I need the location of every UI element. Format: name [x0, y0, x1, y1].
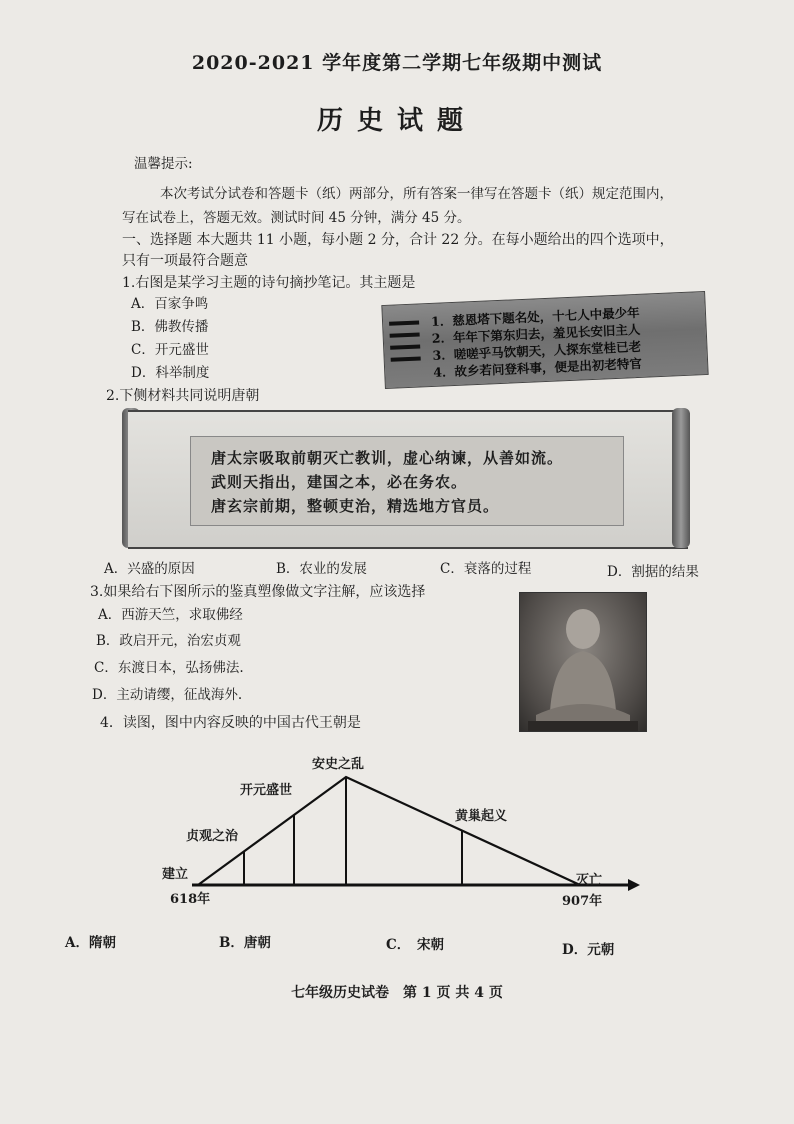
- q3-option-d[interactable]: D．主动请缨，征战海外.: [92, 687, 243, 703]
- event-kaiyuan: 开元盛世: [240, 783, 293, 798]
- q3-option-c[interactable]: C．东渡日本，弘扬佛法.: [94, 660, 244, 676]
- page-footer: 七年级历史试卷 第 1 页 共 4 页: [291, 985, 503, 1001]
- subject-title: 历史试题: [316, 106, 477, 136]
- poem-note-image: [381, 291, 708, 389]
- q1-option-c[interactable]: C．开元盛世: [131, 342, 209, 358]
- event-anshi: 安史之乱: [312, 757, 365, 772]
- q2-option-d[interactable]: D．割据的结果: [607, 564, 699, 580]
- q4-option-d[interactable]: D．元朝: [562, 942, 615, 958]
- q2-option-a[interactable]: A．兴盛的原因: [104, 561, 195, 577]
- timeline-end-year: 907年: [562, 894, 603, 909]
- timeline-start-label: 建立: [162, 867, 189, 882]
- tang-timeline-diagram: [150, 745, 650, 925]
- q1-option-d[interactable]: D．科举制度: [131, 365, 210, 381]
- note-line-1: 1．慈恩塔下题名处，十七人中最少年: [430, 304, 640, 329]
- q4-stem: 4．读图，图中内容反映的中国古代王朝是: [100, 715, 361, 731]
- q4-option-c[interactable]: C． 宋朝: [386, 937, 444, 953]
- q4-option-b[interactable]: B．唐朝: [219, 935, 271, 951]
- tips-heading: 温馨提示:: [134, 156, 193, 172]
- q1-stem: 1.右图是某学习主题的诗句摘抄笔记。其主题是: [122, 275, 416, 291]
- q2-option-b[interactable]: B．农业的发展: [276, 561, 367, 577]
- seated-monk-figure: [520, 593, 646, 731]
- section1-instruction-2: 只有一项最符合题意: [122, 253, 248, 269]
- q4-option-a[interactable]: A．隋朝: [65, 935, 116, 951]
- timeline-start-year: 618年: [170, 892, 211, 907]
- event-huangchao: 黄巢起义: [455, 809, 508, 824]
- scroll-line-3: 唐玄宗前期，整顿吏治，精选地方官员。: [211, 497, 500, 515]
- q1-option-b[interactable]: B．佛教传播: [131, 319, 209, 335]
- q1-option-a[interactable]: A．百家争鸣: [131, 296, 209, 312]
- timeline-arrow: [628, 879, 640, 891]
- note-line-2: 2．年年下第东归去，羞见长安旧主人: [431, 321, 641, 346]
- q2-stem: 2.下侧材料共同说明唐朝: [106, 388, 260, 404]
- jianzhen-statue-image: [519, 592, 647, 732]
- scroll-rod-right: [672, 408, 690, 548]
- q3-stem: 3.如果给右下图所示的鉴真塑像做文字注解，应该选择: [90, 584, 426, 600]
- section1-instruction: 一、选择题 本大题共 11 小题，每小题 2 分，合计 22 分。在每小题给出的四个选项中，: [122, 232, 674, 248]
- note-line-4: 4．故乡若问登科事，便是出初老特官: [432, 355, 643, 380]
- scroll-text-panel: [190, 436, 624, 526]
- scroll-line-1: 唐太宗吸取前朝灭亡教训，虚心纳谏，从善如流。: [211, 449, 564, 467]
- binder-rings: [389, 314, 422, 377]
- tips-line1: 本次考试分试卷和答题卡（纸）两部分，所有答案一律写在答题卡（纸）规定范围内，: [160, 186, 673, 202]
- q3-option-a[interactable]: A．西游天竺，求取佛经: [98, 607, 243, 623]
- scroll-line-2: 武则天指出，建国之本，必在务农。: [211, 473, 468, 491]
- event-zhenguan: 贞观之治: [186, 829, 239, 844]
- tips-line2: 写在试卷上，答题无效。测试时间 45 分钟，满分 45 分。: [122, 210, 471, 226]
- q3-option-b[interactable]: B．政启开元，治宏贞观: [96, 633, 241, 649]
- material-scroll: [128, 410, 688, 549]
- note-line-3: 3．嗟嗟乎马饮朝天，人探东堂桂已老: [432, 338, 642, 363]
- q2-option-c[interactable]: C．衰落的过程: [440, 561, 532, 577]
- timeline-end-label: 灭亡: [576, 873, 603, 888]
- exam-title: 2020-2021 学年度第二学期七年级期中测试: [191, 52, 603, 74]
